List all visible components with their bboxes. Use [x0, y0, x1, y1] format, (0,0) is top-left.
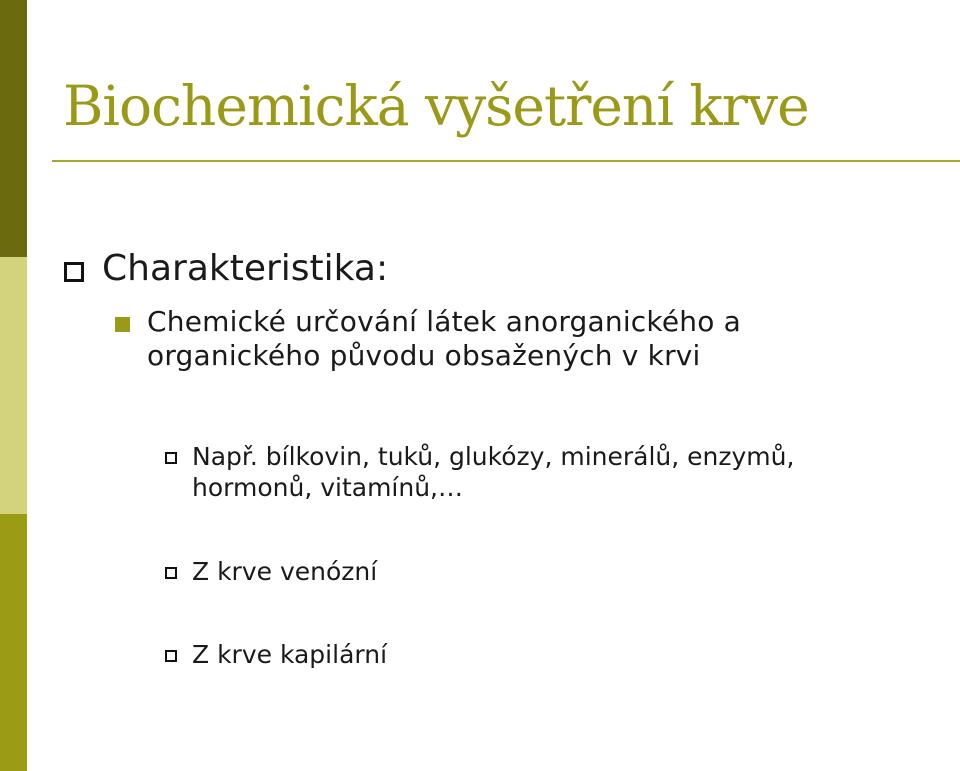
side-strip-top [0, 0, 27, 257]
side-strip-middle [0, 257, 27, 514]
example-line-1: Např. bílkovin, tuků, glukózy, minerálů, enzymů, [192, 442, 795, 471]
capillary-text: Z krve kapilární [192, 640, 388, 669]
filled-square-bullet-icon [115, 317, 130, 332]
description-line-1: Chemické určování látek anorganického a [147, 305, 741, 338]
bullet-description [115, 305, 741, 373]
hollow-square-bullet-icon [64, 262, 84, 282]
small-hollow-square-bullet-icon [165, 650, 177, 662]
example-text [192, 441, 794, 503]
bullet-capillary [165, 639, 387, 670]
title-underline [52, 160, 960, 162]
side-strip-bottom [0, 514, 27, 771]
bullet-venous [165, 556, 377, 587]
characteristics-heading: Charakteristika: [102, 248, 389, 289]
description-line-2: organického původu obsažených v krvi [147, 339, 701, 372]
bullet-characteristics [64, 247, 388, 291]
small-hollow-square-bullet-icon [165, 567, 177, 579]
venous-text: Z krve venózní [192, 557, 378, 586]
small-hollow-square-bullet-icon [165, 452, 177, 464]
bullet-example [165, 441, 794, 503]
slide-title: Biochemická vyšetření krve [63, 74, 809, 138]
example-line-2: hormonů, vitamínů,… [192, 473, 464, 502]
description-text [147, 305, 741, 373]
